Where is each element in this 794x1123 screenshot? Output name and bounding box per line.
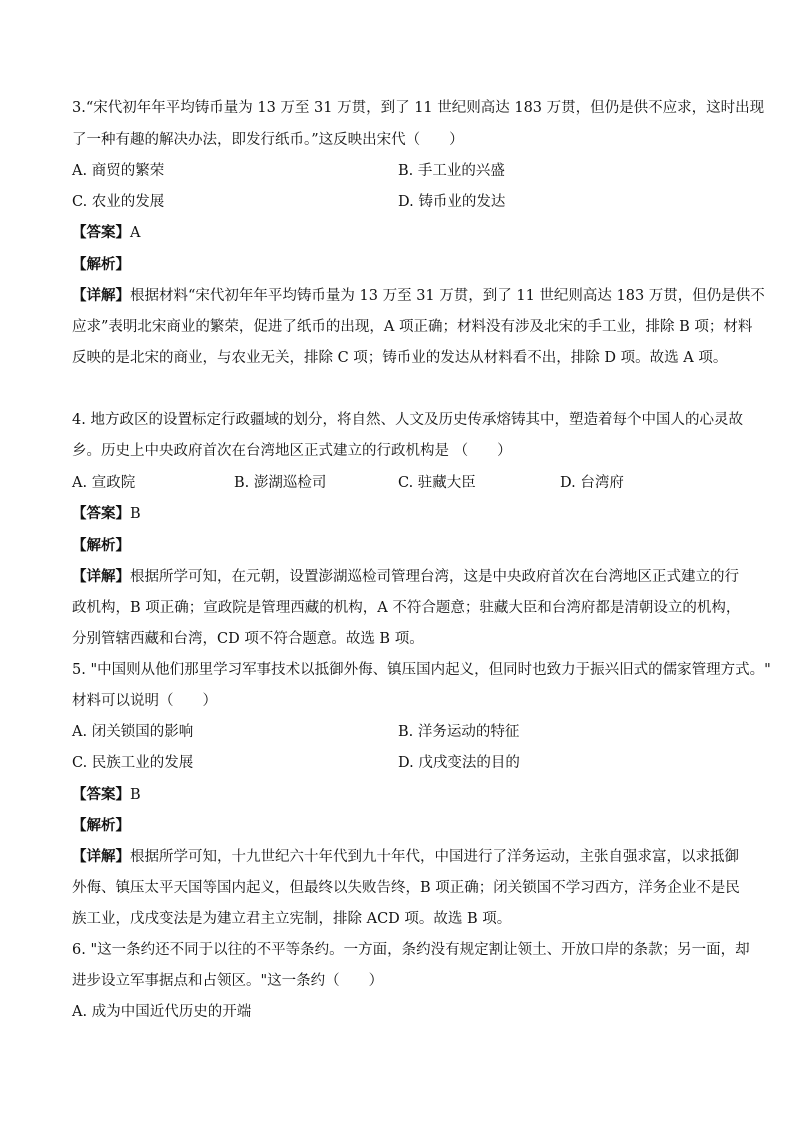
q3-answer xyxy=(72,223,140,243)
q4-option-d: D. 台湾府 xyxy=(560,475,624,491)
q4-detail-line-1 xyxy=(72,567,739,587)
q3-detail-line-2: 应求”表明北宋商业的繁荣，促进了纸币的出现，A 项正确；材料没有涉及北宋的手工业，排除 B 项；材料 xyxy=(72,319,753,335)
q5-analysis-tag: 【解析】 xyxy=(72,817,130,834)
q4-stem-line-1: 4. 地方政区的设置标定行政疆域的划分，将自然、人文及历史传承熔铸其中，塑造着每个中国人的心灵故 xyxy=(72,412,743,428)
q5-option-d: D. 戊戌变法的目的 xyxy=(398,755,520,771)
q3-detail-line-1 xyxy=(72,286,765,306)
q3-detail-line-3: 反映的是北宋的商业，与农业无关，排除 C 项；铸币业的发达从材料看不出，排除 D 项。故选 A 项。 xyxy=(72,350,728,366)
detail-tag: 【详解】 xyxy=(72,287,130,304)
detail-tag: 【详解】 xyxy=(72,568,130,585)
q3-stem-line-2: 了一种有趣的解决办法，即发行纸币。”这反映出宋代（ ） xyxy=(72,132,464,148)
answer-value: A xyxy=(130,225,141,241)
q3-option-d: D. 铸币业的发达 xyxy=(398,194,506,210)
q5-option-a: A. 闭关锁国的影响 xyxy=(72,724,194,740)
detail-text: 根据材料“宋代初年年平均铸币量为 13 万至 31 万贯，到了 11 世纪则高达 183 万贯，但仍是供不 xyxy=(130,288,765,304)
q4-option-c: C. 驻藏大臣 xyxy=(398,475,476,491)
q4-detail-line-2: 政机构，B 项正确；宣政院是管理西藏的机构，A 不符合题意；驻藏大臣和台湾府都是清朝设立的机构， xyxy=(72,600,741,616)
q5-option-c: C. 民族工业的发展 xyxy=(72,755,194,771)
q6-stem-line-2: 进步设立军事据点和占领区。"这一条约（ ） xyxy=(72,973,384,989)
q5-answer xyxy=(72,785,141,805)
answer-tag: 【答案】 xyxy=(72,505,130,522)
q5-stem-line-1: 5. "中国则从他们那里学习军事技术以抵御外侮、镇压国内起义，但同时也致力于振兴旧式的儒家管理方式。" xyxy=(72,662,771,678)
answer-value: B xyxy=(130,787,141,803)
q4-stem-line-2: 乡。历史上中央政府首次在台湾地区正式建立的行政机构是 （ ） xyxy=(72,443,512,459)
q4-analysis-tag: 【解析】 xyxy=(72,537,130,554)
q3-stem-line-1: 3.“宋代初年年平均铸币量为 13 万至 31 万贯，到了 11 世纪则高达 183 万贯，但仍是供不应求，这时出现 xyxy=(72,100,765,116)
q5-stem-line-2: 材料可以说明（ ） xyxy=(72,693,217,709)
q4-option-a: A. 宣政院 xyxy=(72,475,136,491)
answer-tag: 【答案】 xyxy=(72,786,130,803)
q5-option-b: B. 洋务运动的特征 xyxy=(398,724,520,740)
q5-detail-line-3: 族工业，戊戌变法是为建立君主立宪制，排除 ACD 项。故选 B 项。 xyxy=(72,911,512,927)
q5-detail-line-1 xyxy=(72,847,739,867)
q4-option-b: B. 澎湖巡检司 xyxy=(234,475,327,491)
q3-option-b: B. 手工业的兴盛 xyxy=(398,163,505,179)
q4-detail-line-3: 分别管辖西藏和台湾，CD 项不符合题意。故选 B 项。 xyxy=(72,631,424,647)
answer-value: B xyxy=(130,506,141,522)
detail-text: 根据所学可知，在元朝，设置澎湖巡检司管理台湾，这是中央政府首次在台湾地区正式建立的行 xyxy=(130,569,739,585)
q3-option-a: A. 商贸的繁荣 xyxy=(72,163,165,179)
answer-tag: 【答案】 xyxy=(72,224,130,241)
q6-option-a: A. 成为中国近代历史的开端 xyxy=(72,1004,252,1020)
q5-detail-line-2: 外侮、镇压太平天国等国内起义，但最终以失败告终，B 项正确；闭关锁国不学习西方，洋务企业不是民 xyxy=(72,880,740,896)
q4-answer xyxy=(72,504,141,524)
detail-tag: 【详解】 xyxy=(72,848,130,865)
q3-analysis-tag: 【解析】 xyxy=(72,256,130,273)
q6-stem-line-1: 6. "这一条约还不同于以往的不平等条约。一方面，条约没有规定割让领土、开放口岸的条款；另一面，却 xyxy=(72,942,750,958)
detail-text: 根据所学可知，十九世纪六十年代到九十年代，中国进行了洋务运动，主张自强求富，以求抵御 xyxy=(130,849,739,865)
q3-option-c: C. 农业的发展 xyxy=(72,194,165,210)
